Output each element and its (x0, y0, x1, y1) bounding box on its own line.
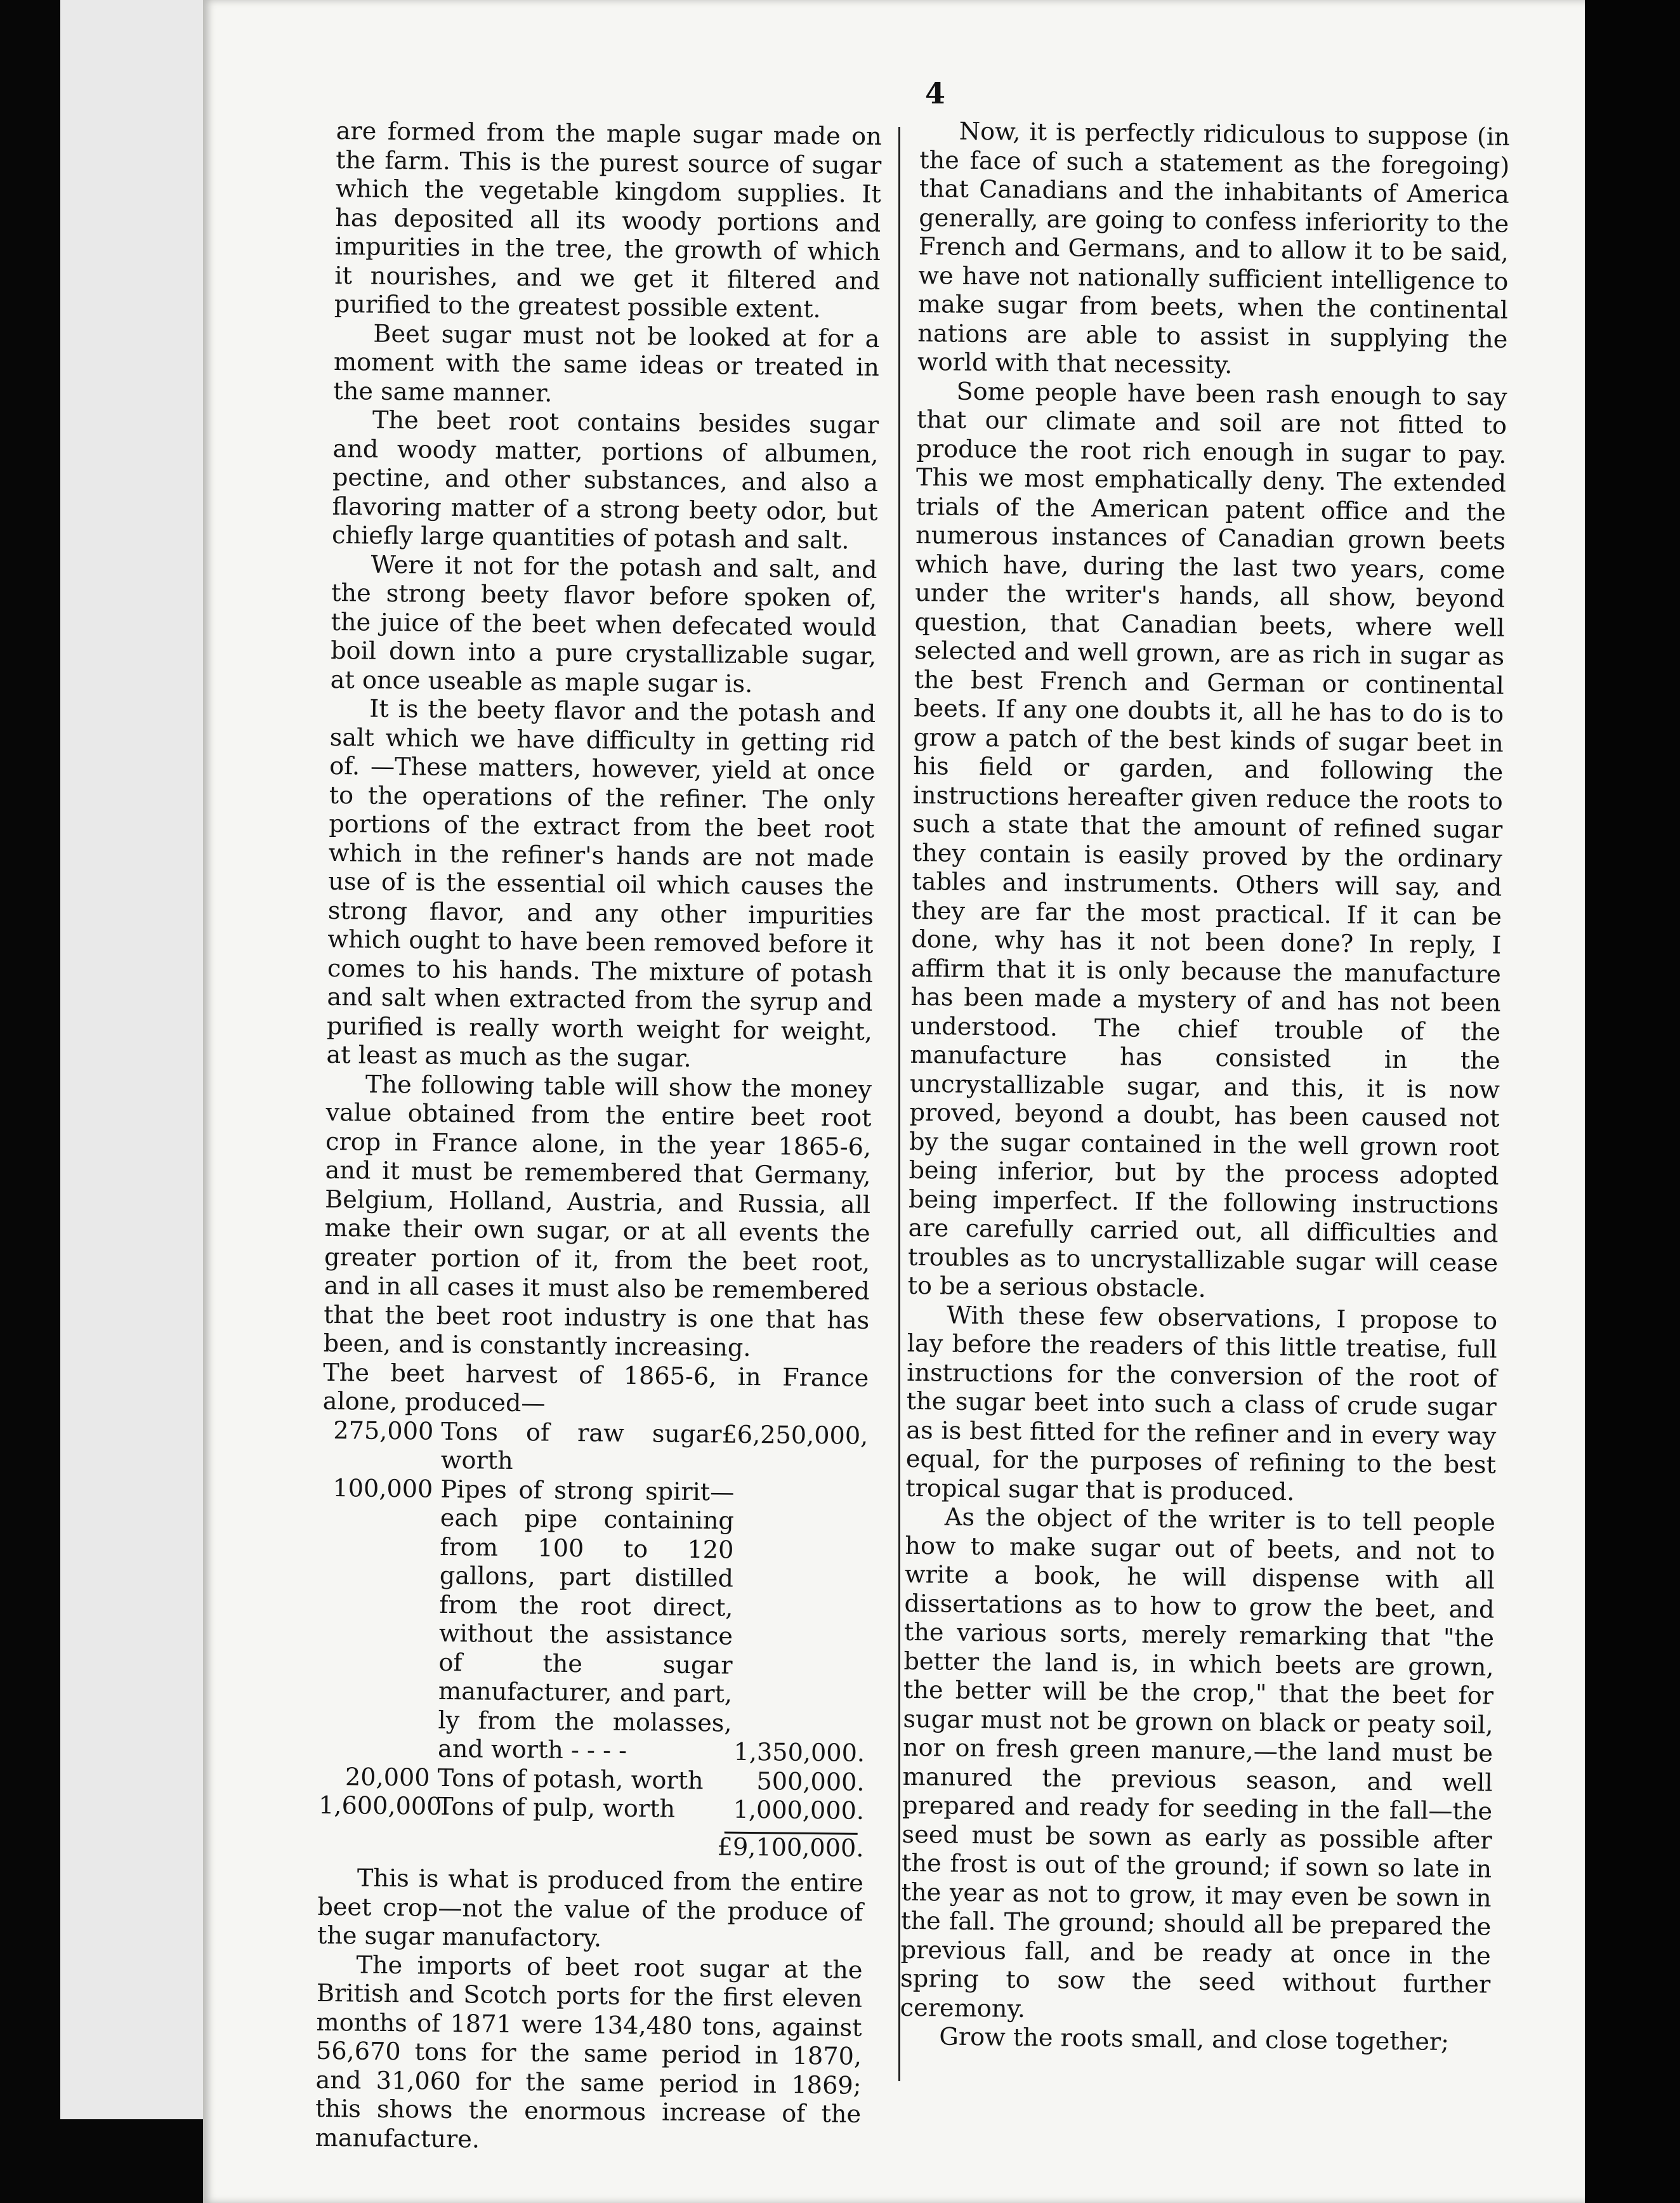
paragraph: Grow the roots small, and close together; (939, 2023, 1450, 2056)
paragraph: The beet root contains besides sugar and woody matter, portions of albumen, pectine, and other substances, and also a flavoring matter of a strong beety odor, but chiefly large quantities of potash and salt. (331, 406, 879, 555)
harvest-quantity: 275,000 (333, 1416, 434, 1446)
paragraph: With these few observations, I propose to lay before the readers of this little treatise, full instructions for the conversion of the root of the sugar beet into such a class of crude sugar as is best fitted for the refiner and in every way equal, for the purposes of refining to the best tropical sugar that is produced. (905, 1301, 1498, 1506)
paragraph: The imports of beet root sugar at the British and Scotch ports for the first eleven months of 1871 were 134,480 tons, against 56,670 tons for the same period in 1870, and 31,060 for the same period in 1869; this shows the enormous increase of the manufacture. (315, 1950, 863, 2154)
harvest-quantity: 100,000 (332, 1474, 433, 1504)
harvest-quantity: 20,000 (345, 1763, 430, 1792)
harvest-value: 1,000,000. (733, 1796, 865, 1825)
right-column (900, 117, 1510, 2058)
paragraph: It is the beety flavor and the potash and salt which we have difficulty in getting rid of. —These matters, however, yield at once to the operations of the refiner. The only portions of the extract from the beet root which in the refiner's hands are not made use of is the essential oil which causes the strong flavor, and any other impurities which ought to have been removed before it comes to his hands. The mixture of potash and salt when extracted from the syrup and purified is really worth weight for weight, at least as much as the sugar. (326, 695, 876, 1073)
harvest-row (318, 1792, 864, 1827)
paragraph: The following table will show the money value obtained from the entire beet root crop in France alone, in the year 1865-6, and it must be remembered that Germany, Belgium, Holland, Austria, and Russia, all make their own sugar, or at all events the greater portion of it, from the beet root, and in all cases it must also be remembered that the beet root industry is one that has been, and is constantly increasing. (323, 1070, 872, 1362)
harvest-row (322, 1416, 869, 1480)
column-divider (898, 127, 900, 2081)
harvest-value: £6,250,000, (721, 1420, 869, 1450)
scan-border-right (1585, 0, 1680, 2203)
harvest-description: Tons of pulp, worth (436, 1792, 676, 1824)
paragraph: Were it not for the potash and salt, and the strong beety flavor before spoken of, the juice of the beet when defecated would boil down into a pure crystallizable sugar, at once useable as maple sugar is. (330, 551, 877, 699)
harvest-table (318, 1416, 868, 1863)
adjacent-page-edge (60, 0, 214, 2119)
harvest-row (319, 1474, 868, 1768)
paragraph: are formed from the maple sugar made on the farm. This is the purest source of sugar which the vegetable kingdom supplies. It has deposited all its woody portions and impurities in the tree, the growth of which it nourishes, and we get it filtered and purified to the greatest possible extent. (334, 117, 882, 324)
harvest-description: Tons of raw sugar worth (440, 1417, 722, 1476)
harvest-value: 500,000. (756, 1767, 865, 1797)
left-column (315, 117, 882, 2159)
paragraph: As the object of the writer is to tell people how to make sugar out of beets, and not to write a book, he will dispense with all dissertations as to how to grow the beet, and the various sorts, merely remarking that "the better the land is, in which beets are grown, the better will be the crop," that the beet for sugar must not be grown on black or peaty soil, nor on fresh green manure,—the land must be manured the previous season, and well prepared and ready for seeding in the fall—the seed must be sown as early as possible after the frost is out of the ground; if sown so late in the year as not to grow, it may even be sown in the fall. The ground; should all be prepared the previous fall, and be ready at once in the spring to sow the seed without further ceremony. (900, 1503, 1496, 2023)
paragraph: This is what is produced from the entire beet crop—not the value of the produce of the sugar manufactory. (317, 1864, 864, 1953)
harvest-description (438, 1475, 868, 1768)
page-number: 4 (925, 76, 946, 110)
paragraph: Now, it is perfectly ridiculous to suppose (in the face of such a statement as the foregoing) that Canadians and the inhabitants of America generally, are going to confess inferiority to the French and Germans, and to allow it to be said, we have not nationally sufficient intelligence to make sugar from beets, when the continental nations are able to assist in supplying the world with that necessity. (917, 117, 1510, 380)
harvest-value: 1,350,000. (733, 1738, 865, 1768)
harvest-total: £9,100,000. (717, 1832, 864, 1863)
paragraph: Some people have been rash enough to say that our climate and soil are not fitted to produce the root rich enough in sugar to pay. This we most emphatically deny. The extended trials of the American patent office and the numerous instances of Canadian grown beets which have, during the last two years, come under the writer's hands, all show, beyond question, that Canadian beets, where well selected and well grown, are as rich in sugar as the best French and German or continental beets. If any one doubts it, all he has to do is to grow a patch of the best kinds of sugar beet in his field or garden, and following the instructions hereafter given reduce the roots to such a state that the amount of refined sugar they contain is easily proved by the ordinary tables and instruments. Others will say, and they are far the most practical. If it can be done, why has it not been done? In reply, I affirm that it is only because the manufacture has been made a mystery of and has not been understood. The chief trouble of the manufacture has consisted in the uncrystallizable sugar, and this, it is now proved, beyond a doubt, has been caused not by the sugar contained in the well grown root being inferior, but by the process adopted being imperfect. If the following instructions are carefully carried out, all difficulties and troubles as to uncrystallizable sugar will cease to be a serious obstacle. (907, 378, 1507, 1303)
harvest-description: Tons of potash, worth (437, 1764, 704, 1795)
paragraph: Beet sugar must not be looked at for a moment with the same ideas or treated in the same manner. (333, 320, 880, 408)
harvest-description-text: Pipes of strong spirit— each pipe containing from 100 to 120 gallons, part distilled from the root direct, without the assistance of the sugar manufacturer, and part, ly from the molasses, and worth - - - - (437, 1475, 735, 1765)
harvest-intro: The beet harvest of 1865-6, in France alone, produced— (322, 1358, 869, 1418)
harvest-quantity: 1,600,000 (318, 1791, 442, 1821)
